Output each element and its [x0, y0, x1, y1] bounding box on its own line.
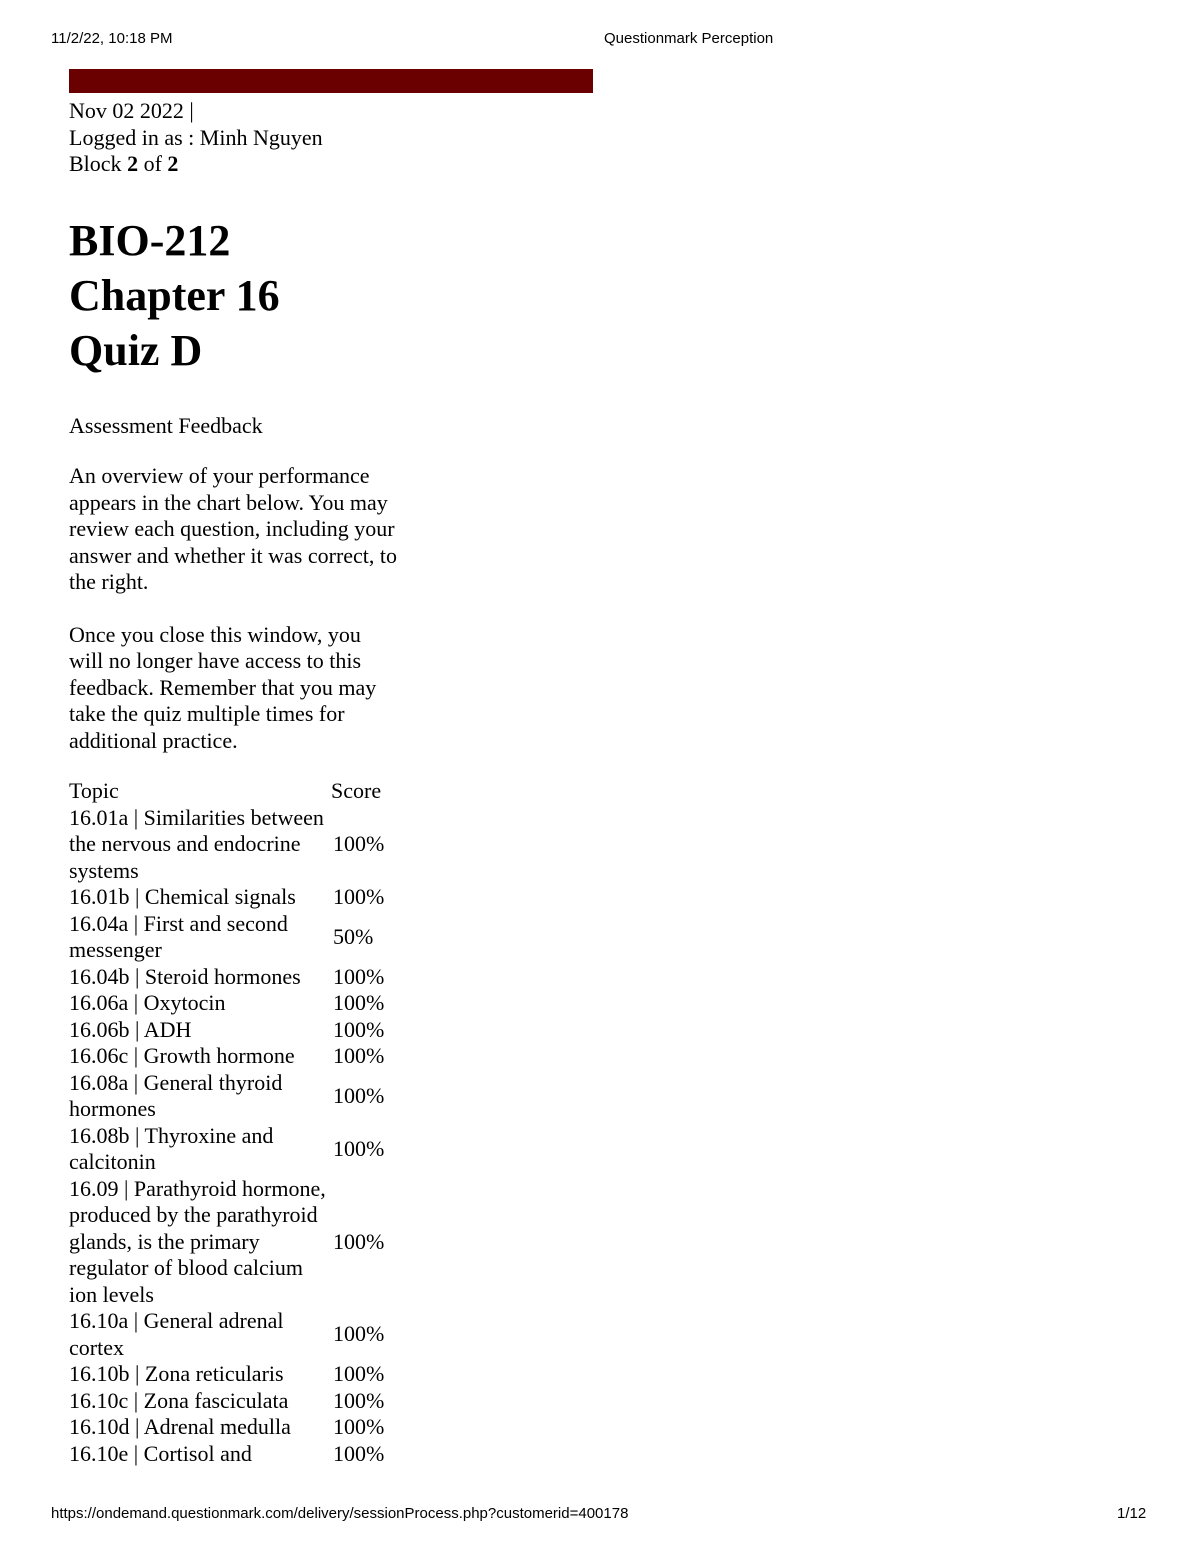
topic-cell: 16.10e | Cortisol and [69, 1440, 252, 1466]
user-name: Minh Nguyen [199, 124, 323, 150]
score-cell: 100% [333, 1135, 385, 1161]
score-cell: 100% [333, 1387, 385, 1413]
score-cell: 100% [333, 1414, 385, 1439]
quiz-title [69, 213, 399, 378]
topic-cell: 16.06b | ADH [69, 1016, 192, 1042]
print-page-number: 1/12 [1117, 1505, 1147, 1522]
logged-in-line [69, 125, 399, 152]
topic-cell: 16.10b | Zona reticularis [69, 1361, 284, 1386]
banner-bar [69, 69, 593, 93]
topic-cell: 16.06a | Oxytocin [69, 990, 226, 1015]
table-row [69, 911, 384, 964]
topic-cell: 16.06c | Growth hormone [69, 1043, 295, 1068]
table-row [69, 1070, 384, 1123]
score-cell: 100% [333, 1082, 385, 1108]
score-cell: 100% [333, 1228, 385, 1254]
overview-paragraph: An overview of your performance appears in the chart below. You may review each question, including your answer and whether it was correct, to the right. [69, 463, 398, 594]
table-row [69, 1017, 384, 1044]
topic-score-table [69, 778, 384, 1467]
table-row [69, 990, 384, 1017]
block-total: 2 [167, 151, 179, 176]
block-indicator [69, 151, 399, 178]
topic-cell: 16.01a | Similarities between the nervous and endocrine systems [69, 804, 324, 883]
table-row [69, 1388, 384, 1415]
topic-cell: 16.04a | First and second messenger [69, 910, 288, 962]
block-label: Block [69, 151, 128, 176]
topic-column-header: Topic [69, 778, 119, 803]
topic-cell: 16.10a | General adrenal cortex [69, 1308, 284, 1360]
topic-cell: 16.08b | Thyroxine and calcitonin [69, 1122, 274, 1174]
topic-cell: 16.08a | General thyroid hormones [69, 1069, 283, 1121]
title-line-2: Chapter 16 [69, 270, 280, 320]
score-column-header: Score [331, 778, 382, 803]
score-cell: 100% [333, 1043, 385, 1068]
topic-cell: 16.01b | Chemical signals [69, 884, 296, 909]
score-cell: 100% [333, 884, 385, 909]
session-date: Nov 02 2022 | [69, 98, 194, 123]
logged-in-label: Logged in as : [69, 124, 200, 150]
score-cell: 100% [333, 990, 385, 1015]
feedback-content [69, 98, 399, 1467]
title-line-1: BIO-212 [69, 215, 231, 265]
table-row [69, 1361, 384, 1388]
table-row [69, 805, 384, 885]
score-cell: 100% [333, 1321, 385, 1347]
access-note-paragraph: Once you close this window, you will no longer have access to this feedback. Remember that you may take the quiz multiple times for additional practice. [69, 621, 377, 753]
table-header-row [69, 778, 384, 805]
table-row [69, 964, 384, 991]
table-row [69, 1308, 384, 1361]
block-of: of [138, 151, 168, 176]
topic-cell: 16.04b | Steroid hormones [69, 963, 301, 989]
table-row [69, 1043, 384, 1070]
topic-cell: 16.09 | Parathyroid hormone, produced by the parathyroid glands, is the primary regulator of blood calcium ion levels [69, 1175, 326, 1307]
print-page-title: Questionmark Perception [604, 30, 774, 47]
score-cell: 100% [333, 963, 385, 989]
table-row [69, 884, 384, 911]
topic-cell: 16.10d | Adrenal medulla [69, 1414, 291, 1439]
table-row [69, 1176, 384, 1309]
table-row [69, 1414, 384, 1441]
block-current: 2 [127, 151, 139, 176]
session-meta [69, 98, 399, 178]
print-datetime: 11/2/22, 10:18 PM [51, 30, 173, 47]
score-cell: 100% [333, 1440, 385, 1466]
score-cell: 50% [333, 923, 374, 949]
score-cell: 100% [333, 1016, 385, 1042]
topic-cell: 16.10c | Zona fasciculata [69, 1387, 289, 1413]
assessment-feedback-heading: Assessment Feedback [69, 412, 263, 438]
title-line-3: Quiz D [69, 325, 203, 375]
table-row [69, 1441, 384, 1468]
score-cell: 100% [333, 1361, 385, 1386]
print-url: https://ondemand.questionmark.com/delivery/sessionProcess.php?customerid=400178 [51, 1505, 629, 1522]
table-row [69, 1123, 384, 1176]
score-cell: 100% [333, 831, 385, 856]
